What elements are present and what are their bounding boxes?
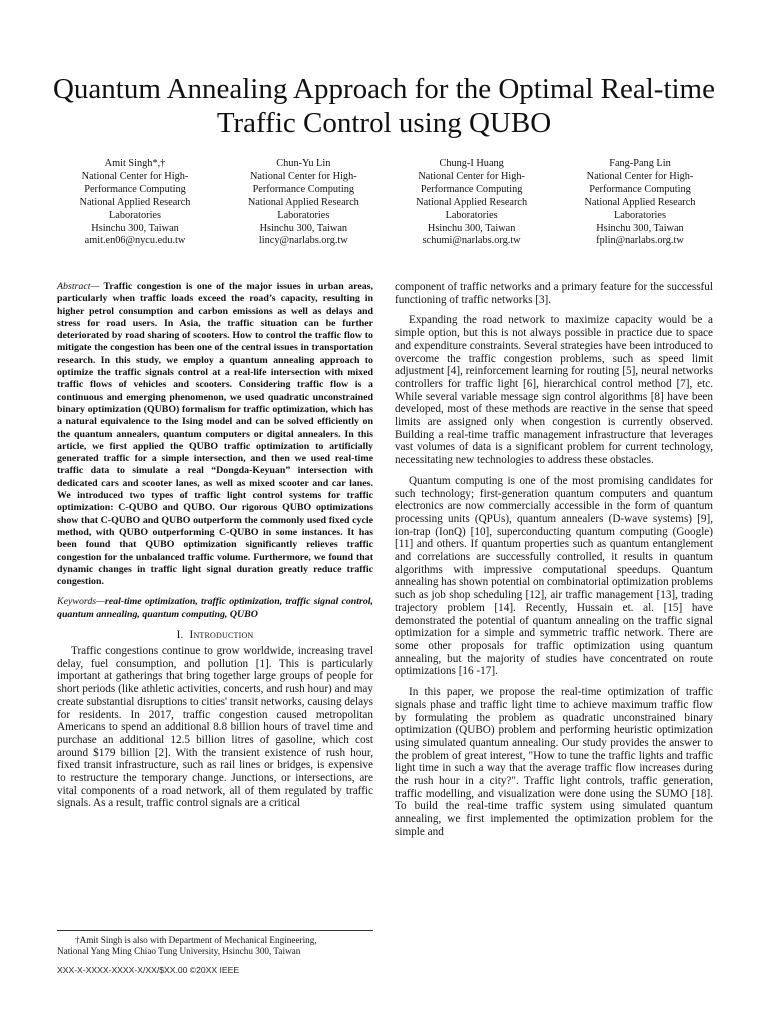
author-affiliation-line: Laboratories: [445, 209, 498, 221]
keywords-label: Keywords—: [57, 596, 105, 608]
footnote-line: National Yang Ming Chiao Tung University, Hsinchu 300, Taiwan: [57, 946, 301, 957]
author-name: Chun-Yu Lin: [276, 158, 331, 169]
author-affiliation-line: Performance Computing: [589, 183, 691, 195]
footnote-text: †Amit Singh is also with Department of Mechanical Engineering,: [75, 935, 317, 945]
left-column: [57, 281, 373, 818]
body-paragraph: Traffic congestions continue to grow worldwide, increasing travel delay, fuel consumption, and pollution [1]. This is particularly important at gatherings that bring together large groups of people for short periods (like athletic activities, concerts, and rush hour) and may create substantial disruptions to cities' transit networks, causing delays for residents. In 2017, traffic congestion caused metropolitan Americans to spend an additional 8.8 billion hours of travel time and purchase an additional 12.5 billion litres of gasoline, which cost around $179 billion [2]. With the transient existence of rush hour, fixed transit infrastructure, such as rail lines or bridges, is expensive to restructure the temporary change. Junctions, or intersections, are vital components of a road network, all of them regulated by traffic signals. As a result, traffic control signals are a critical: [57, 645, 373, 810]
author-email: schumi@narlabs.org.tw: [422, 235, 521, 247]
author-4: [560, 158, 720, 248]
author-name: Amit Singh*,†: [104, 158, 166, 169]
author-block: [55, 158, 720, 248]
author-affiliation-line: National Center for High-: [586, 170, 694, 182]
section-title: Introduction: [189, 629, 254, 642]
author-email: fplin@narlabs.org.tw: [596, 235, 684, 247]
author-affiliation-line: National Center for High-: [418, 170, 525, 182]
author-name: Chung-I Huang: [439, 158, 504, 169]
abstract-label: Abstract—: [57, 281, 100, 292]
keywords: [57, 596, 373, 621]
author-affiliation-line: Performance Computing: [252, 183, 355, 195]
copyright-notice: XXX-X-XXXX-XXXX-X/XX/$XX.00 ©20XX IEEE: [57, 965, 240, 975]
abstract-text: Traffic congestion is one of the major issues in urban areas, particularly when traffic loads exceed the road’s capacity, resulting in higher petrol consumption and carbon emissions as well as delays and stress for road users. In Asia, the traffic situation can be further deteriorated by road sharing of scooters. How to control the traffic flow to mitigate the congestion has been one of the central issues in transportation research. In this study, we employ a quantum annealing approach to optimize the traffic signals control at a real-life intersection with mixed traffic flows of vehicles and scooters. Considering traffic flow is a continuous and emerging phenomenon, we used quadratic unconstrained binary optimization (QUBO) formalism for traffic optimization, which has a natural equivalence to the Ising model and can be solved efficiently on the quantum annealers, quantum computers or digital annealers. In this article, we first applied the QUBO traffic optimization to artificially generated traffic for a simple intersection, and then we used real-time traffic data to simulate a real “Dongda-Keyuan” intersection with dedicated cars and scooter lanes, as well as mixed scooter and car lanes. We introduced two types of traffic light control systems for traffic optimization: C-QUBO and QUBO. Our rigorous QUBO optimizations show that C-QUBO and QUBO outperform the commonly used fixed cycle method, with QUBO outperforming C-QUBO in some instances. It has been found that QUBO optimization significantly relieves traffic congestion for the unbalanced traffic volume. Furthermore, we found that dynamic changes in traffic light signal duration greatly reduce traffic congestion.: [57, 281, 373, 588]
body-paragraph: component of traffic networks and a primary feature for the successful functioning of traffic networks [3].: [395, 281, 713, 306]
body-paragraph: In this paper, we propose the real-time optimization of traffic signals phase and traffic light time to achieve maximum traffic flow by formulating the problem as quadratic unconstrained binary optimization (QUBO) problem and performing heuristic optimization using simulated quantum annealing. Our study provides the answer to the problem of great interest, "How to tune the traffic lights and traffic light time in such a way that the average traffic flow increases during the rush hour in a city?". Traffic light controls, traffic generation, traffic modelling, and visualization were done using the SUMO [18]. To build the real-time traffic system using simulated quantum annealing, we first implemented the optimization problem for the simple and: [395, 686, 713, 838]
author-affiliation-line: Laboratories: [277, 209, 330, 221]
author-affiliation-line: National Applied Research: [247, 196, 359, 208]
author-location: Hsinchu 300, Taiwan: [91, 222, 179, 234]
abstract: [57, 281, 373, 588]
author-email: amit.en06@nycu.edu.tw: [84, 235, 186, 247]
author-3: [392, 158, 552, 248]
author-1: [55, 158, 215, 248]
author-name: Fang-Pang Lin: [609, 158, 671, 169]
right-column: [395, 281, 713, 847]
author-location: Hsinchu 300, Taiwan: [427, 222, 516, 234]
body-paragraph: Quantum computing is one of the most promising candidates for such technology; first-generation quantum computers and quantum electronics are now commercially accessible in the form of quantum processing units (QPUs), quantum annealers (D-wave systems) [9], ion-trap (IonQ) [10], superconducting quantum computing (Google) [11] and others. If quantum properties such as quantum entanglement and correlations are successfully controlled, it results in quantum algorithms with impressive computational speedups. Quantum annealing has shown potential on combinatorial optimization problems such as job shop scheduling [12], air traffic management [13], trading trajectory problem [14]. Recently, Hussain et. al. [15] have demonstrated the potential of quantum annealing on the traffic signal optimization for a simple and symmetric traffic network. There are some other proposals for traffic optimization using quantum annealing, but the majority of studies have concentrated on route optimizations [16 -17].: [395, 474, 713, 678]
author-affiliation-line: National Center for High-: [250, 170, 357, 182]
paper-title: Quantum Annealing Approach for the Optimal Real-time Traffic Control using QUBO: [52, 73, 715, 139]
author-affiliation-line: Laboratories: [613, 209, 666, 221]
author-affiliation-line: Performance Computing: [420, 183, 523, 195]
author-email: lincy@narlabs.org.tw: [258, 235, 348, 247]
author-affiliation-line: National Applied Research: [584, 196, 696, 208]
author-location: Hsinchu 300, Taiwan: [596, 222, 684, 234]
footnote-divider: [57, 930, 373, 931]
footnote: [57, 935, 373, 958]
footnote-line: [57, 935, 373, 946]
author-affiliation-line: National Center for High-: [81, 170, 189, 182]
section-heading-introduction: [57, 629, 373, 641]
author-2: [223, 158, 383, 248]
section-number: I.: [176, 629, 184, 642]
keywords-text: real-time optimization, traffic optimization, traffic signal control, quantum annealing, quantum computing, QUBO: [57, 596, 373, 620]
author-affiliation-line: Performance Computing: [84, 183, 186, 195]
author-affiliation-line: National Applied Research: [79, 196, 191, 208]
author-affiliation-line: Laboratories: [108, 209, 162, 221]
author-location: Hsinchu 300, Taiwan: [259, 222, 348, 234]
body-paragraph: Expanding the road network to maximize capacity would be a simple option, but this is not always possible in practice due to space and expenditure constraints. Several strategies have been introduced to overcome the traffic congestion problems, such as speed limit adjustment [4], reinforcement learning for routing [5], neural networks controllers for traffic light [6], hierarchical control method [7], etc. While several variable message sign control algorithms [8] have been developed, most of these methods are reactive in the sense that speed limits are assigned only when congestion is currently observed. Building a real-time traffic management infrastructure that leverages vast volumes of data is a significant problem for current technology, necessitating new technologies to address these obstacles.: [395, 314, 713, 467]
author-affiliation-line: National Applied Research: [416, 196, 528, 208]
